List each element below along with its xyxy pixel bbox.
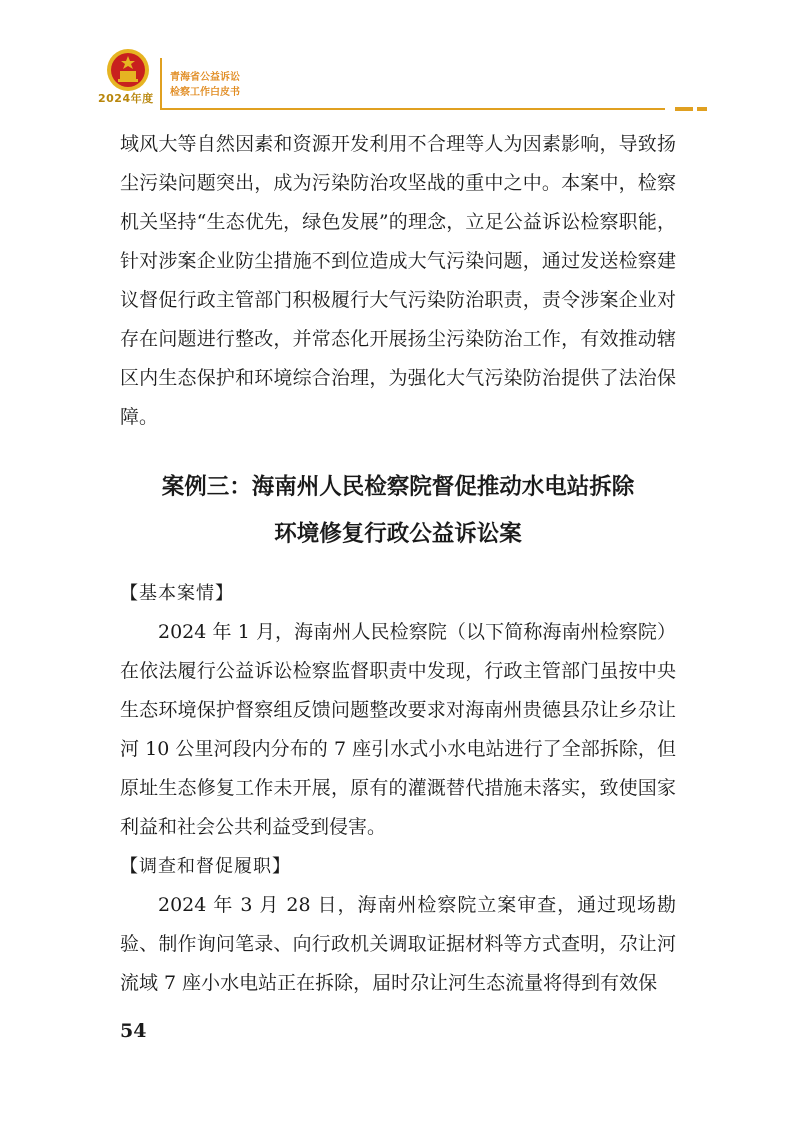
page-number: 54 — [120, 1020, 147, 1042]
header-rule-accent — [697, 107, 707, 111]
section-heading-investigation: 【调查和督促履职】 — [120, 856, 291, 877]
header-rule-accent — [675, 107, 693, 111]
section-heading-basic-facts: 【基本案情】 — [120, 583, 234, 604]
body-paragraph: 2024 年 1 月，海南州人民检察院（以下简称海南州检察院）在依法履行公益诉讼检察监督职责中发现，行政主管部门虽按中央生态环境保护督察组反馈问题整改要求对海南州贵德县尕让乡尕让河 10 公里河段内分布的 7 座引水式小水电站进行了全部拆除，但原址生态修复工作未开展，原有的灌溉替代措施未落实，致使国家利益和社会公共利益受到侵害。 — [120, 621, 676, 838]
publication-title-line2: 检察工作白皮书 — [170, 87, 240, 98]
case-title-line1: 案例三：海南州人民检察院督促推动水电站拆除 — [161, 474, 635, 500]
page-content — [120, 125, 676, 1003]
body-paragraph: 2024 年 3 月 28 日，海南州检察院立案审查，通过现场勘验、制作询问笔录、向行政机关调取证据材料等方式查明，尕让河流域 7 座小水电站正在拆除，届时尕让河生态流量将得到有效保 — [120, 894, 676, 994]
year-label: 2024年度 — [98, 92, 154, 105]
procuratorate-emblem-icon — [105, 47, 151, 93]
publication-title-line1: 青海省公益诉讼 — [170, 72, 240, 83]
body-paragraph: 域风大等自然因素和资源开发利用不合理等人为因素影响，导致扬尘污染问题突出，成为污染防治攻坚战的重中之中。本案中，检察机关坚持“生态优先，绿色发展”的理念，立足公益诉讼检察职能，针对涉案企业防尘措施不到位造成大气污染问题，通过发送检察建议督促行政主管部门积极履行大气污染防治职责，责令涉案企业对存在问题进行整改，并常态化开展扬尘污染防治工作，有效推动辖区内生态保护和环境综合治理，为强化大气污染防治提供了法治保障。 — [120, 133, 676, 428]
publication-title — [170, 70, 240, 100]
header-rule — [160, 108, 665, 110]
header-divider — [160, 58, 162, 108]
case-title-line2: 环境修复行政公益诉讼案 — [274, 521, 522, 547]
page-header — [0, 0, 794, 115]
